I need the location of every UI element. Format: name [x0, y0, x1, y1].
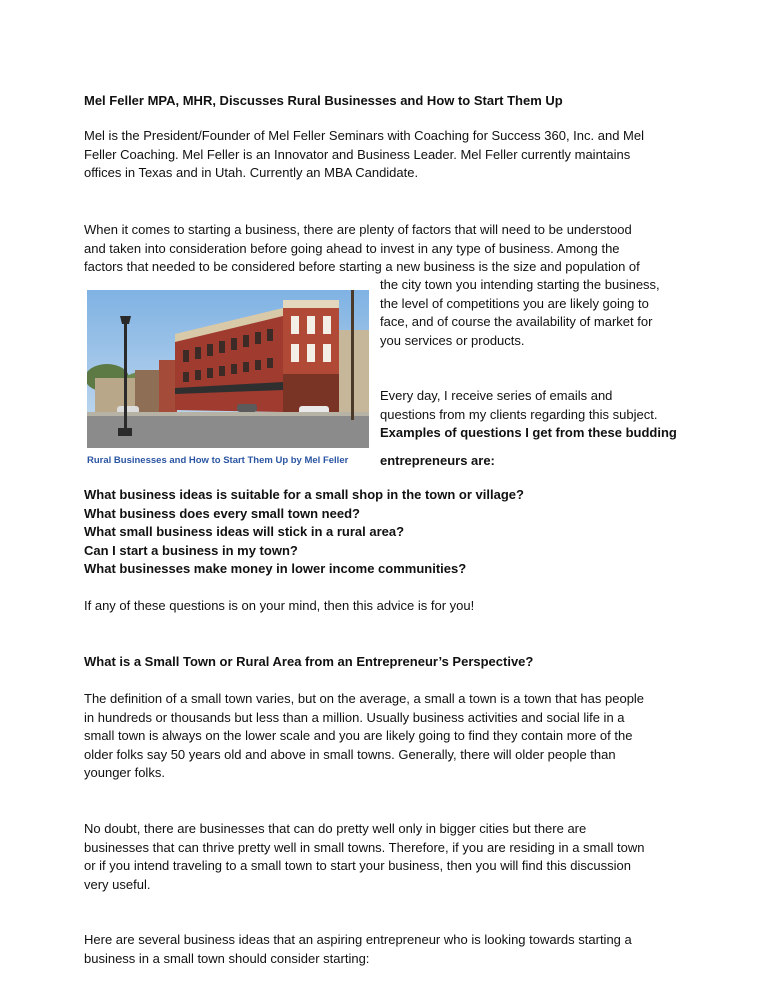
intro-line: Mel is the President/Founder of Mel Feller Seminars with Coaching for Success 360, Inc. and Mel: [84, 128, 644, 143]
paragraph-line: the city town you intending starting the business,: [380, 277, 660, 292]
town-street-photo: [87, 290, 369, 448]
image-caption: Rural Businesses and How to Start Them Up by Mel Feller: [87, 455, 349, 466]
paragraph-line: face, and of course the availability of market for: [380, 314, 653, 330]
paragraph-line: very useful.: [84, 876, 151, 892]
question-item: Can I start a business in my town?: [84, 542, 298, 558]
paragraph-line: older folks say 50 years old and above in small towns. Generally, there will older people than: [84, 746, 616, 762]
paragraph-definition: [84, 690, 684, 783]
paragraph-line: younger folks.: [84, 765, 165, 781]
paragraph-emails-end: entrepreneurs are:: [380, 453, 495, 468]
paragraph-line: businesses that can thrive pretty well in small towns. Therefore, if you are residing in a small town: [84, 839, 645, 855]
intro-line: Feller Coaching. Mel Feller is an Innovator and Business Leader. Mel Feller currently maintains: [84, 146, 631, 162]
question-item: What small business ideas will stick in a rural area?: [84, 524, 405, 540]
advice-text: If any of these questions is on your mind, then this advice is for you!: [84, 598, 475, 613]
paragraph-line: you services or products.: [380, 332, 525, 348]
paragraph-line: small town is always on the lower scale and you are likely going to find they contain more of the: [84, 728, 633, 744]
question-item: What business does every small town need?: [84, 505, 360, 521]
paragraph-line: questions from my clients regarding this subject.: [380, 406, 658, 422]
paragraph-factors: [84, 221, 684, 277]
paragraph-line: factors that needed to be considered before starting a new business is the size and population of: [84, 259, 640, 275]
section-heading: What is a Small Town or Rural Area from an Entrepreneur’s Perspective?: [84, 654, 534, 669]
paragraph-line: business in a small town should consider starting:: [84, 950, 370, 966]
paragraph-ideas: [84, 931, 684, 968]
question-list: [84, 486, 684, 579]
paragraph-line: and taken into consideration before going ahead to invest in any type of business. Among the: [84, 240, 620, 256]
question-item: What business ideas is suitable for a small shop in the town or village?: [84, 487, 524, 502]
paragraph-factors-wrap: [380, 276, 684, 350]
question-item: What businesses make money in lower income communities?: [84, 561, 467, 577]
paragraph-line: Examples of questions I get from these budding: [380, 425, 677, 441]
paragraph-line: the level of competitions you are likely going to: [380, 295, 649, 311]
document-title: Mel Feller MPA, MHR, Discusses Rural Businesses and How to Start Them Up: [84, 93, 563, 108]
paragraph-line: The definition of a small town varies, but on the average, a small a town is a town that has people: [84, 691, 645, 706]
paragraph-line: Here are several business ideas that an aspiring entrepreneur who is looking towards starting a: [84, 932, 632, 947]
intro-paragraph: [84, 127, 684, 183]
town-street-illustration: [87, 290, 369, 448]
paragraph-line: When it comes to starting a business, there are plenty of factors that will need to be understood: [84, 222, 632, 237]
paragraph-line: Every day, I receive series of emails and: [380, 388, 613, 403]
paragraph-line: or if you intend traveling to a small town to start your business, then you will find this discussion: [84, 858, 631, 874]
paragraph-line: in hundreds or thousands but less than a million. Usually business activities and social life in a: [84, 709, 625, 725]
paragraph-line: No doubt, there are businesses that can do pretty well only in bigger cities but there are: [84, 821, 587, 836]
intro-line: offices in Texas and in Utah. Currently an MBA Candidate.: [84, 165, 419, 181]
paragraph-businesses: [84, 820, 684, 894]
paragraph-emails: [380, 387, 684, 443]
